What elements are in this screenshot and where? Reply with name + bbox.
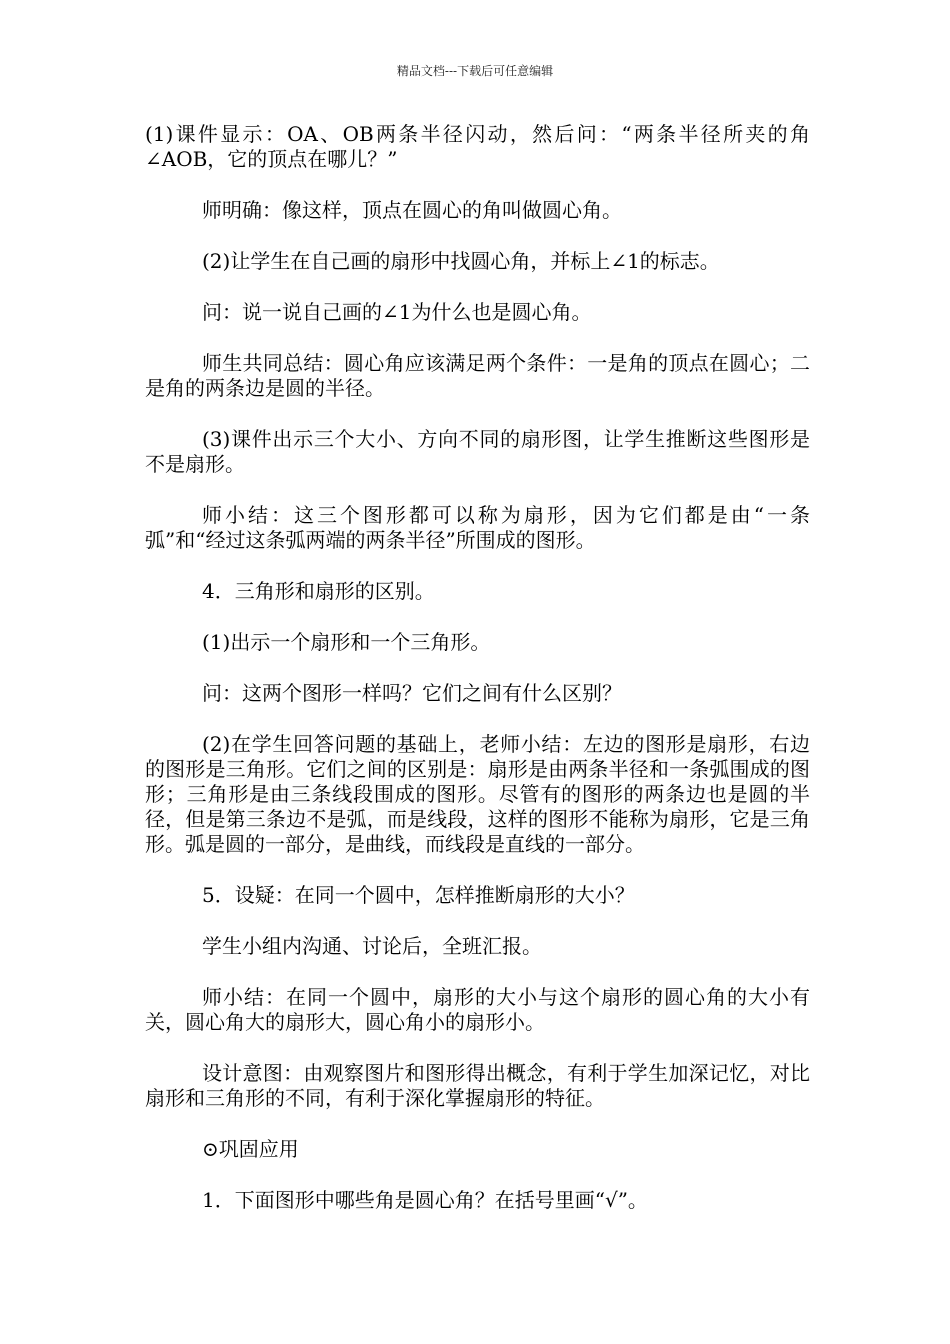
paragraph-teacher-summary-size: 师小结：在同一个圆中，扇形的大小与这个扇形的圆心角的大小有关，圆心角大的扇形大，圆心角小的扇形小。 <box>145 985 810 1034</box>
paragraph-teacher-summary-difference: (2)在学生回答问题的基础上，老师小结：左边的图形是扇形，右边的图形是三角形。它们之间的区别是：扇形是由两条半径和一条弧围成的图形；三角形是由三条线段围成的图形。尽管有的图形的两条边也是圆的半径，但是第三条边不是弧，而是线段，这样的图形不能称为扇形，它是三角形。弧是圆的一部分，是曲线，而线段是直线的一部分。 <box>145 732 810 856</box>
paragraph-group-discussion: 学生小组内沟通、讨论后，全班汇报。 <box>202 934 542 958</box>
paragraph-section-4-heading: 4．三角形和扇形的区别。 <box>202 579 435 603</box>
paragraph-summary-conditions: 师生共同总结：圆心角应该满足两个条件：一是角的顶点在圆心；二是角的两条边是圆的半径。 <box>145 351 810 400</box>
document-body <box>145 122 810 1239</box>
paragraph-courseware-radii: (1)课件显示：OA、OB两条半径闪动，然后问：“两条半径所夹的角∠AOB，它的顶点在哪儿？” <box>145 122 810 171</box>
paragraph-question-difference: 问：这两个图形一样吗？它们之间有什么区别？ <box>202 681 622 705</box>
page-header: 精品文档---下载后可任意编辑 <box>396 64 554 78</box>
paragraph-section-5-heading: 5．设疑：在同一个圆中，怎样推断扇形的大小？ <box>202 883 635 907</box>
paragraph-show-sector-triangle: (1)出示一个扇形和一个三角形。 <box>202 630 491 654</box>
paragraph-teacher-summary-sectors: 师小结：这三个图形都可以称为扇形，因为它们都是由“一条弧”和“经过这条弧两端的两条半径”所围成的图形。 <box>145 503 810 552</box>
paragraph-exercise-1: 1．下面图形中哪些角是圆心角？在括号里画“√”。 <box>202 1188 648 1212</box>
paragraph-consolidation-heading: ⊙巩固应用 <box>202 1137 299 1161</box>
paragraph-question-angle-1: 问：说一说自己画的∠1为什么也是圆心角。 <box>202 300 592 324</box>
paragraph-find-central-angle: (2)让学生在自己画的扇形中找圆心角，并标上∠1的标志。 <box>202 249 720 273</box>
paragraph-teacher-definition: 师明确：像这样，顶点在圆心的角叫做圆心角。 <box>202 198 622 222</box>
paragraph-three-sectors: (3)课件出示三个大小、方向不同的扇形图，让学生推断这些图形是不是扇形。 <box>145 427 810 476</box>
paragraph-design-intent: 设计意图：由观察图片和图形得出概念，有利于学生加深记忆，对比扇形和三角形的不同，有利于深化掌握扇形的特征。 <box>145 1061 810 1110</box>
